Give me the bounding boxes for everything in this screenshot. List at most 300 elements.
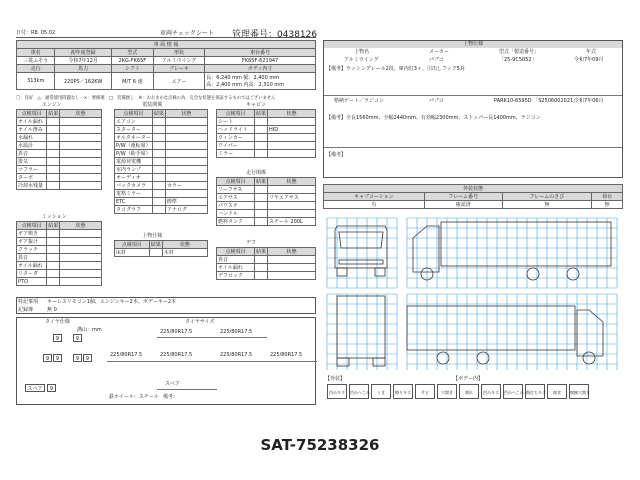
mission-result — [47, 270, 60, 278]
electric-item: エアコン — [115, 118, 153, 126]
damage-legend-item: サビ — [415, 384, 435, 399]
electric-state — [165, 126, 207, 134]
electric-state — [165, 118, 207, 126]
damage-legend-item: 凹みキズ — [327, 384, 347, 399]
legend-body-title: 【ボデー内】 — [453, 376, 484, 382]
mission-state — [60, 254, 102, 262]
mission-item: リターダ — [17, 270, 47, 278]
electric-result — [152, 198, 165, 206]
upper-col-state: 状態 — [162, 241, 207, 249]
electric-state — [165, 174, 207, 182]
val-body-dims — [205, 73, 316, 90]
upper-row2-year: 令和7年06月 — [574, 98, 604, 104]
electric-item: 室内ランプ — [115, 166, 153, 174]
electric-result — [152, 174, 165, 182]
def-result — [254, 272, 267, 280]
engine-row — [17, 126, 102, 134]
engine-state — [60, 126, 102, 134]
vehicle-info-table — [16, 40, 316, 90]
def-title: デフ — [246, 240, 257, 246]
engine-result — [47, 158, 60, 166]
electric-state: 標準 — [165, 198, 207, 206]
vehicle-info-title: 車 両 情 報 — [17, 41, 316, 49]
cabin-state — [268, 150, 316, 158]
electric-result — [152, 126, 165, 134]
col-brake: ブレーキ — [153, 65, 204, 73]
electric-section — [114, 103, 208, 214]
running-item: ハンドル — [217, 210, 255, 218]
mgmt-number — [232, 27, 317, 40]
running-item: 燃料タンク — [217, 218, 255, 226]
upper-col-name: 上物名 — [354, 49, 370, 55]
cabin-section — [216, 103, 316, 158]
record-value: 無 0 — [47, 307, 57, 313]
upper-row1-name: アルミウイング — [344, 57, 379, 63]
upper-row — [115, 249, 208, 257]
date-text: 日付：R8. 05.02 — [16, 30, 56, 36]
upper-row2-name: 格納ゲート／ラジコン — [334, 98, 385, 104]
mission-result — [47, 230, 60, 238]
upper-col-result: 結果 — [150, 242, 161, 248]
def-item: オイル漏れ — [217, 264, 255, 272]
tire-rear-left-outer: 9 — [43, 354, 52, 362]
running-row — [217, 210, 316, 218]
damage-legend-item: 傷打ちキズ — [525, 384, 545, 399]
upper-row1-maker: パブコ — [429, 57, 444, 63]
def-col-state: 状態 — [268, 248, 316, 256]
mission-row — [17, 230, 102, 238]
mission-item: クラッチ — [17, 246, 47, 254]
def-section — [216, 241, 316, 280]
stock-number: SAT-75238326 — [260, 436, 380, 454]
spare-label: スペア — [25, 384, 45, 392]
electric-row — [115, 126, 208, 134]
running-item: エアサス — [217, 194, 255, 202]
running-item: パワステ — [217, 202, 255, 210]
running-row — [217, 186, 316, 194]
engine-state — [60, 134, 102, 142]
damage-legend-item: 腐食 — [547, 384, 567, 399]
def-item: デフロック — [217, 272, 255, 280]
tire-line — [157, 337, 267, 338]
engine-item: 排気 — [17, 158, 47, 166]
engine-result — [47, 142, 60, 150]
cabin-item: ミラー — [217, 150, 255, 158]
val-mileage: 313km — [17, 73, 55, 90]
engine-item: ターボ — [17, 174, 47, 182]
upper-row2-maker: パブコ — [429, 98, 444, 104]
electric-item: バックカメラ — [115, 182, 153, 190]
mission-result — [47, 254, 60, 262]
running-result — [254, 194, 267, 202]
electric-result — [152, 166, 165, 174]
cabin-item: ヘッドライト — [217, 126, 255, 134]
electric-state: カラー — [165, 182, 207, 190]
mission-result — [47, 262, 60, 270]
electric-result — [152, 182, 165, 190]
electric-row — [115, 198, 208, 206]
upper-row2-model: PARK10-6595D 「S2506002021」 — [494, 98, 579, 104]
col-body-dims: ボディ内寸 — [205, 65, 316, 73]
val-power: 220PS／162KW — [55, 73, 112, 90]
engine-state — [60, 118, 102, 126]
engine-row — [17, 134, 102, 142]
upper-section — [114, 234, 208, 257]
special-notes — [16, 297, 316, 314]
mission-row — [17, 278, 102, 286]
record-label: 記録簿 — [18, 307, 34, 313]
electric-result — [152, 150, 165, 158]
mission-row — [17, 262, 102, 270]
engine-row — [17, 158, 102, 166]
running-row — [217, 194, 316, 202]
cabin-row — [217, 150, 316, 158]
tire-size-rri: 225/80R17.5 — [220, 352, 253, 358]
electric-result — [152, 134, 165, 142]
engine-row — [17, 182, 102, 190]
col-model: 型式 — [111, 49, 153, 57]
mission-row — [17, 246, 102, 254]
damage-legend-item: 割れ — [459, 384, 479, 399]
engine-state — [60, 142, 102, 150]
electric-row — [115, 174, 208, 182]
def-result — [254, 256, 267, 264]
mission-state — [60, 278, 102, 286]
exterior-table — [323, 184, 623, 209]
upper-spec-title: 上物仕様 — [324, 41, 622, 48]
body-dims-line2: 高：2,400 mm 内高：2,310 mm — [206, 82, 285, 88]
legend-outer-title: 【外装】 — [325, 376, 346, 382]
running-state: スチール 200L — [268, 218, 316, 226]
engine-item: オイル滲み — [17, 126, 47, 134]
val-chassis: FK65F-621947 — [205, 57, 316, 65]
running-item: リーフサス — [217, 186, 255, 194]
ext-col-caution: キャブコーション — [324, 193, 425, 201]
cabin-result — [254, 134, 267, 142]
engine-result — [47, 126, 60, 134]
cabin-col-item: 点検項目 — [217, 110, 255, 118]
cabin-title: キャビン — [246, 102, 267, 108]
upper-state: 木材 — [162, 249, 207, 257]
cabin-col-state: 状態 — [268, 110, 316, 118]
tire-size-spare: スペア — [165, 381, 181, 387]
cabin-item: シート — [217, 118, 255, 126]
damage-legend — [323, 377, 623, 403]
tire-rear-left-inner: 9 — [53, 354, 62, 362]
def-item: 異音 — [217, 256, 255, 264]
mission-item: ギア抜け — [17, 238, 47, 246]
mission-state — [60, 230, 102, 238]
tire-section — [16, 317, 316, 405]
col-shape: 形状 — [153, 49, 204, 57]
engine-result — [47, 166, 60, 174]
tire-size-title: タイヤサイズ — [185, 319, 215, 325]
ext-val-caution: 有 — [324, 201, 425, 209]
col-first-reg: 初年度登録 — [55, 49, 112, 57]
ext-val-bed: 無 — [592, 201, 623, 209]
upper-item: 床材 — [115, 249, 150, 257]
engine-item: 水温計 — [17, 142, 47, 150]
col-power: 馬力 — [55, 65, 112, 73]
upper-row1-year: 令和7年09月 — [574, 57, 604, 63]
electric-state — [165, 166, 207, 174]
electric-row — [115, 206, 208, 214]
val-model: 2KG-FK65F — [111, 57, 153, 65]
electric-item: タコグラフ — [115, 206, 153, 214]
engine-item: オイル漏れ — [17, 118, 47, 126]
upper-row2-note: 【備考】全長1560mm、全幅2440mm、有効幅2300mm、ストッパー長1400mm、ラジコン — [326, 115, 541, 121]
tire-size-fr: 225/80R17.5 — [220, 329, 253, 335]
running-result — [254, 202, 267, 210]
engine-item: 水漏れ — [17, 134, 47, 142]
running-state: リヤエアサス — [268, 194, 316, 202]
electric-result — [152, 118, 165, 126]
electric-title: 電装関係 — [142, 102, 163, 108]
ext-col-bed: 荷台 — [592, 193, 623, 201]
val-brake: エアー — [153, 73, 204, 90]
header-rule — [16, 37, 316, 38]
electric-row — [115, 150, 208, 158]
mission-state — [60, 262, 102, 270]
running-title: 走行関係 — [246, 170, 267, 176]
val-shape: アルミウイング — [153, 57, 204, 65]
electric-col-state: 状態 — [165, 110, 207, 118]
def-row — [217, 264, 316, 272]
engine-state — [60, 158, 102, 166]
engine-row — [17, 166, 102, 174]
engine-row — [17, 174, 102, 182]
def-row — [217, 256, 316, 264]
val-carname: 三菱ふそう — [17, 57, 55, 65]
electric-item: ETC — [115, 198, 153, 206]
cabin-result — [254, 142, 267, 150]
cabin-row — [217, 118, 316, 126]
electric-item: オルタネーター — [116, 135, 151, 141]
wheel-type: 鉄ホイール：スチール — [109, 394, 159, 400]
mission-item: 異音 — [17, 254, 47, 262]
tire-line — [107, 361, 317, 362]
col-mileage: 走行 — [17, 65, 55, 73]
running-result — [254, 210, 267, 218]
engine-result — [47, 118, 60, 126]
mission-result — [47, 238, 60, 246]
electric-result — [152, 158, 165, 166]
electric-row — [115, 134, 208, 142]
electric-result — [152, 142, 165, 150]
spare-value: 9 — [47, 384, 56, 392]
electric-row — [115, 142, 208, 150]
ext-val-frame-no: 確認済 — [424, 201, 502, 209]
mgmt-label: 管理番号： — [232, 30, 278, 40]
cabin-row — [217, 134, 316, 142]
tread-label: 溝山：mm — [77, 327, 102, 333]
legend-text: 〇：良好 △：通常使用問題なし ×：要修理 □：装備無し ※：おおまかな点検の為、完全な状態を保証するものではございません — [16, 96, 276, 101]
engine-result — [47, 150, 60, 158]
def-state — [268, 272, 316, 280]
tire-size-rlo: 225/80R17.5 — [110, 352, 143, 358]
cabin-state — [268, 118, 316, 126]
engine-state — [60, 166, 102, 174]
mission-section — [16, 215, 102, 286]
running-result — [254, 186, 267, 194]
cabin-row — [217, 142, 316, 150]
electric-row — [115, 166, 208, 174]
damage-legend-item: 凹みへこみ — [349, 384, 369, 399]
mission-col-state: 状態 — [60, 222, 102, 230]
mission-state — [60, 270, 102, 278]
mission-item: ギア鳴き — [17, 230, 47, 238]
ext-col-frame-no: フレーム番号 — [424, 193, 502, 201]
engine-result — [47, 134, 60, 142]
mission-col-item: 点検項目 — [17, 222, 47, 230]
running-col-state: 状態 — [268, 178, 316, 186]
engine-row — [17, 142, 102, 150]
engine-result — [47, 182, 60, 190]
engine-result — [47, 174, 60, 182]
sheet-title: 車両チェックシート — [160, 30, 214, 37]
electric-result — [152, 190, 165, 198]
cabin-result — [254, 150, 267, 158]
engine-state — [60, 174, 102, 182]
cabin-result — [254, 118, 267, 126]
damage-legend-item: 擦りキズ — [393, 384, 413, 399]
engine-item: マフラー — [17, 166, 47, 174]
running-section — [216, 171, 316, 226]
damage-legend-item: 凹みへこみ — [503, 384, 523, 399]
cabin-item: ウィンカー — [217, 134, 255, 142]
engine-state — [60, 182, 102, 190]
electric-state — [165, 142, 207, 150]
upper-row1-note: 【備考】ラッシングレール2段、庫内灯3ヶ、引出しフック5対 — [326, 66, 465, 72]
tire-rear-right-outer: 9 — [83, 354, 92, 362]
engine-row — [17, 150, 102, 158]
electric-state — [165, 158, 207, 166]
def-row — [217, 272, 316, 280]
electric-item: 電格ミラー — [115, 190, 153, 198]
tire-front-left: 9 — [53, 334, 62, 342]
mission-result — [47, 278, 60, 286]
damage-legend-item: 腐蝕穴開き — [569, 384, 589, 399]
tire-spec-title: タイヤ仕様 — [45, 319, 70, 325]
upper-divider — [324, 95, 622, 96]
tire-size-fl: 225/80R17.5 — [160, 329, 193, 335]
mission-item: オイル漏れ — [17, 262, 47, 270]
mission-col-result: 結果 — [48, 223, 59, 229]
mission-title: ミッション — [41, 214, 67, 220]
col-chassis: 車台番号 — [205, 49, 316, 57]
cabin-result — [254, 126, 267, 134]
running-state — [268, 186, 316, 194]
mission-result — [47, 246, 60, 254]
engine-title: エンジン — [41, 102, 62, 108]
upper-divider — [324, 147, 622, 148]
upper-title: 上物仕様 — [142, 233, 163, 239]
upper-row1-model: 「25-9C5052」 — [499, 57, 537, 63]
engine-item: 冷却水残量 — [17, 182, 47, 190]
electric-item: スターター — [115, 126, 153, 134]
special-value: キーレスリモコン1個、エンジンキー2本、ボデーキー2本 — [47, 299, 177, 305]
running-result — [254, 218, 267, 226]
upper-note3: 【備考】 — [326, 152, 347, 158]
electric-item: 電源発電機 — [115, 158, 153, 166]
electric-col-result: 結果 — [153, 111, 164, 117]
engine-row — [17, 118, 102, 126]
cabin-row — [217, 126, 316, 134]
electric-item: P/W（運転席） — [116, 143, 151, 149]
exterior-title: 外装状態 — [324, 185, 623, 193]
damage-legend-item: 穴開き — [437, 384, 457, 399]
upper-spec-box — [323, 40, 623, 178]
tire-size-rli: 225/80R17.5 — [160, 352, 193, 358]
tire-front-right: 9 — [73, 334, 82, 342]
mission-item: PTO — [17, 278, 47, 286]
running-row — [217, 202, 316, 210]
mission-row — [17, 238, 102, 246]
tire-line — [157, 389, 217, 390]
cabin-state — [268, 142, 316, 150]
electric-row — [115, 190, 208, 198]
upper-col-item: 点検項目 — [115, 241, 150, 249]
electric-row — [115, 158, 208, 166]
col-carname: 車名 — [17, 49, 55, 57]
ext-val-rust: 無 — [502, 201, 592, 209]
def-state — [268, 256, 316, 264]
val-first-reg: 令和7年12月 — [55, 57, 112, 65]
running-col-result: 結果 — [255, 179, 266, 185]
cabin-item: ワイパー — [217, 142, 255, 150]
mission-row — [17, 270, 102, 278]
tire-size-rro: 225/80R17.5 — [270, 352, 303, 358]
cabin-state — [268, 134, 316, 142]
electric-state — [165, 190, 207, 198]
val-shift: M/T 6 速 — [111, 73, 153, 90]
col-shift: シフト — [111, 65, 153, 73]
electric-state — [165, 150, 207, 158]
ext-col-rust: フレームのさび — [502, 193, 592, 201]
engine-col-item: 点検項目 — [17, 110, 47, 118]
electric-col-item: 点検項目 — [115, 110, 153, 118]
engine-section — [16, 103, 102, 190]
electric-item: オーディオ — [115, 174, 153, 182]
electric-state — [165, 134, 207, 142]
electric-result — [152, 206, 165, 214]
damage-legend-item: うき — [371, 384, 391, 399]
def-col-item: 点検項目 — [217, 248, 255, 256]
engine-item: 異音 — [17, 150, 47, 158]
electric-row — [115, 118, 208, 126]
running-state — [268, 210, 316, 218]
mgmt-value: 0438126 — [277, 30, 318, 40]
tire-note: 備考： — [163, 394, 179, 400]
mission-state — [60, 246, 102, 254]
running-state — [268, 202, 316, 210]
cabin-state: HID — [268, 126, 316, 134]
def-result — [254, 264, 267, 272]
cabin-col-result: 結果 — [255, 111, 266, 117]
tire-diagram — [37, 334, 97, 382]
truck-diagram — [323, 216, 623, 374]
special-label: 特記事項 — [18, 299, 39, 305]
upper-col-model: 型式「製造番号」 — [499, 49, 540, 55]
tire-rear-right-inner: 9 — [73, 354, 82, 362]
def-col-result: 結果 — [255, 249, 266, 255]
mission-state — [60, 238, 102, 246]
engine-col-result: 結果 — [48, 111, 59, 117]
electric-row — [115, 182, 208, 190]
def-state — [268, 264, 316, 272]
electric-item: P/W（助手席） — [116, 151, 151, 157]
upper-col-maker: メーカー — [429, 49, 449, 55]
